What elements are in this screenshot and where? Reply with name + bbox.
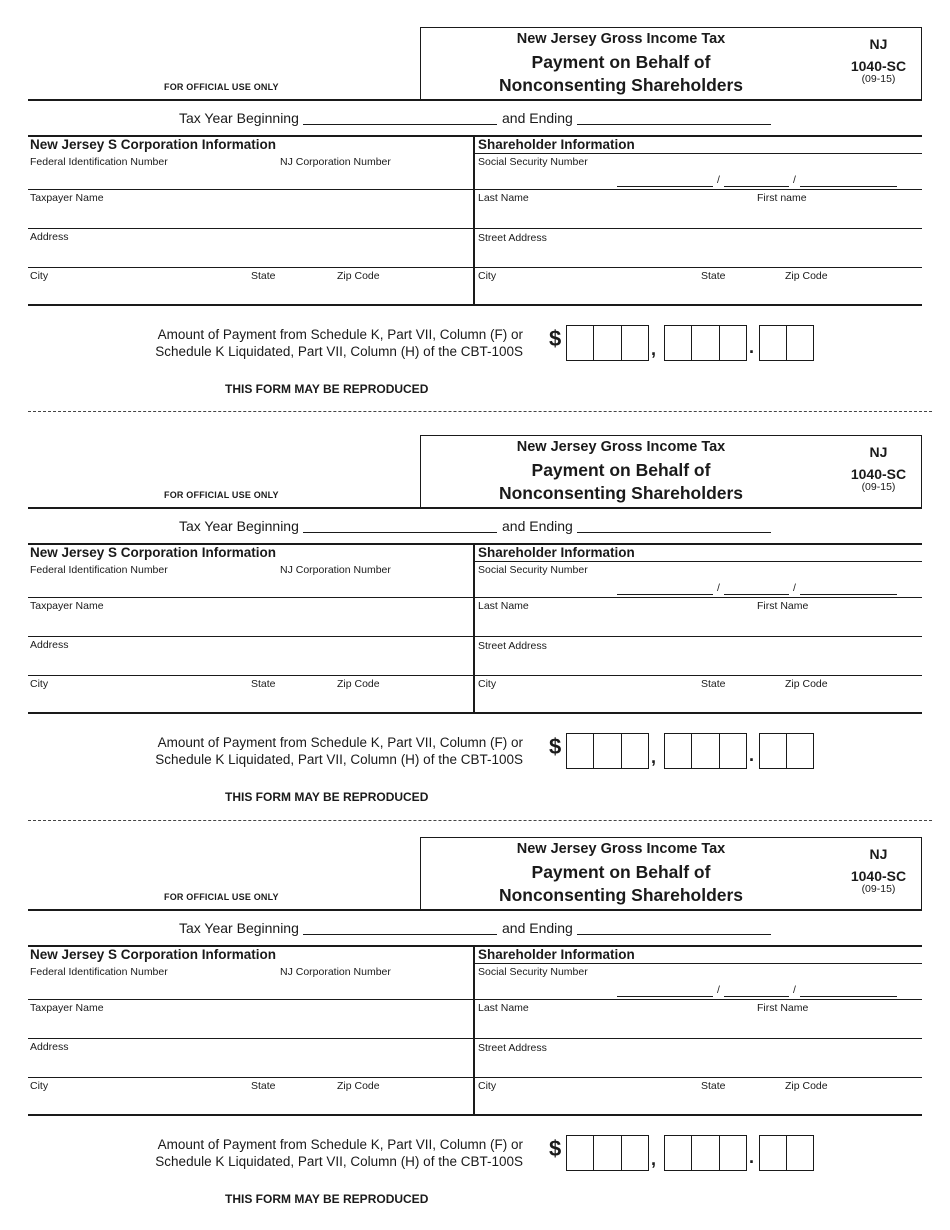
form-revision: (09-15)	[861, 73, 896, 85]
shareholder-section-heading: Shareholder Information	[478, 137, 635, 152]
amount-digit-box[interactable]	[567, 734, 593, 768]
amount-hundreds-boxes[interactable]	[664, 325, 747, 361]
nj-1040-sc-form	[0, 408, 950, 808]
corp-state-label: State	[251, 678, 276, 690]
taxpayer-name-label: Taxpayer Name	[30, 192, 104, 204]
ssn-part2-field[interactable]	[724, 996, 789, 997]
tax-year-ending-label: and Ending	[502, 518, 573, 534]
title-box-bottom	[420, 909, 922, 911]
reproduced-note: THIS FORM MAY BE REPRODUCED	[225, 790, 429, 804]
title-line3: Nonconsenting Shareholders	[498, 483, 744, 503]
official-use-underline	[28, 99, 420, 101]
tax-year-ending-label: and Ending	[502, 110, 573, 126]
amount-description-line2: Schedule K Liquidated, Part VII, Column (H) of the CBT-100S	[155, 1154, 523, 1169]
ssn-slash: /	[717, 582, 720, 594]
amount-digit-box[interactable]	[567, 1136, 593, 1170]
amount-comma: ,	[651, 1149, 657, 1169]
shareholder-state-label: State	[701, 270, 726, 282]
title-line2: Payment on Behalf of	[531, 862, 711, 882]
reproduced-note: THIS FORM MAY BE REPRODUCED	[225, 1192, 429, 1206]
federal-id-label: Federal Identification Number	[30, 564, 168, 576]
address-label: Address	[30, 639, 69, 651]
amount-digit-box[interactable]	[665, 326, 691, 360]
official-use-label: FOR OFFICIAL USE ONLY	[164, 82, 279, 92]
row-rule	[28, 597, 922, 598]
amount-cents-boxes[interactable]	[759, 1135, 814, 1171]
amount-digit-box[interactable]	[665, 1136, 691, 1170]
address-label: Address	[30, 231, 69, 243]
first-name-label: First Name	[757, 1002, 809, 1014]
amount-digit-box[interactable]	[691, 734, 718, 768]
title-box	[420, 27, 922, 100]
title-box	[420, 837, 922, 910]
ssn-label: Social Security Number	[478, 156, 588, 168]
title-line1: New Jersey Gross Income Tax	[516, 439, 726, 455]
nj-1040-sc-form	[0, 810, 950, 1210]
nj-corp-number-label: NJ Corporation Number	[280, 156, 391, 168]
title-line3: Nonconsenting Shareholders	[498, 885, 744, 905]
dollar-sign: $	[549, 326, 562, 351]
nj-1040-sc-form	[0, 0, 950, 400]
shareholder-state-label: State	[701, 678, 726, 690]
amount-description-line2: Schedule K Liquidated, Part VII, Column (H) of the CBT-100S	[155, 344, 523, 359]
ssn-part3-field[interactable]	[800, 186, 897, 187]
section-bottom-rule	[28, 712, 922, 714]
shareholder-city-label: City	[478, 1080, 497, 1092]
official-use-label: FOR OFFICIAL USE ONLY	[164, 490, 279, 500]
ssn-slash: /	[793, 174, 796, 186]
dollar-sign: $	[549, 1136, 562, 1161]
section-bottom-rule	[28, 1114, 922, 1116]
corp-section-heading: New Jersey S Corporation Information	[30, 137, 277, 152]
form-number: 1040-SC	[850, 58, 907, 74]
amount-description-line2: Schedule K Liquidated, Part VII, Column (H) of the CBT-100S	[155, 752, 523, 767]
row-rule	[28, 1038, 922, 1039]
corp-zip-label: Zip Code	[337, 678, 380, 690]
cut-line	[28, 820, 932, 821]
cut-line	[28, 411, 932, 412]
amount-thousands-boxes[interactable]	[566, 325, 649, 361]
state-code: NJ	[869, 846, 888, 862]
ssn-label: Social Security Number	[478, 966, 588, 978]
corp-zip-label: Zip Code	[337, 270, 380, 282]
row-rule	[28, 636, 922, 637]
title-box-bottom	[420, 507, 922, 509]
amount-digit-box[interactable]	[621, 734, 648, 768]
tax-year-ending-field[interactable]	[577, 532, 771, 533]
ssn-slash: /	[793, 582, 796, 594]
tax-year-ending-label: and Ending	[502, 920, 573, 936]
official-use-label: FOR OFFICIAL USE ONLY	[164, 892, 279, 902]
amount-hundreds-boxes[interactable]	[664, 733, 747, 769]
last-name-label: Last Name	[478, 1002, 529, 1014]
amount-thousands-boxes[interactable]	[566, 1135, 649, 1171]
shareholder-heading-rule	[474, 561, 922, 562]
amount-description-line1: Amount of Payment from Schedule K, Part VII, Column (F) or	[157, 1137, 523, 1152]
official-use-underline	[28, 507, 420, 509]
shareholder-zip-label: Zip Code	[785, 270, 828, 282]
amount-digit-box[interactable]	[593, 1136, 620, 1170]
amount-description-line1: Amount of Payment from Schedule K, Part VII, Column (F) or	[157, 735, 523, 750]
amount-digit-box[interactable]	[760, 326, 786, 360]
form-revision: (09-15)	[861, 481, 896, 493]
amount-digit-box[interactable]	[691, 1136, 718, 1170]
amount-digit-box[interactable]	[593, 734, 620, 768]
corp-city-label: City	[30, 1080, 49, 1092]
tax-year-beginning-label: Tax Year Beginning	[179, 110, 299, 126]
street-address-label: Street Address	[478, 1042, 547, 1054]
reproduced-note: THIS FORM MAY BE REPRODUCED	[225, 382, 429, 396]
section-divider	[473, 543, 475, 713]
street-address-label: Street Address	[478, 232, 547, 244]
shareholder-city-label: City	[478, 678, 497, 690]
row-rule	[28, 189, 922, 190]
amount-digit-box[interactable]	[691, 326, 718, 360]
amount-digit-box[interactable]	[567, 326, 593, 360]
taxpayer-name-label: Taxpayer Name	[30, 1002, 104, 1014]
amount-comma: ,	[651, 747, 657, 767]
section-divider	[473, 135, 475, 305]
ssn-part1-field[interactable]	[617, 594, 713, 595]
ssn-slash: /	[793, 984, 796, 996]
row-rule	[28, 675, 922, 676]
amount-digit-box[interactable]	[719, 326, 746, 360]
shareholder-heading-rule	[474, 153, 922, 154]
title-line2: Payment on Behalf of	[531, 52, 711, 72]
last-name-label: Last Name	[478, 600, 529, 612]
shareholder-section-heading: Shareholder Information	[478, 947, 635, 962]
address-label: Address	[30, 1041, 69, 1053]
shareholder-zip-label: Zip Code	[785, 1080, 828, 1092]
section-divider	[473, 945, 475, 1115]
corp-state-label: State	[251, 270, 276, 282]
amount-decimal-point: .	[749, 745, 755, 765]
tax-year-beginning-field[interactable]	[303, 532, 497, 533]
ssn-part2-field[interactable]	[724, 186, 789, 187]
amount-cents-boxes[interactable]	[759, 733, 814, 769]
state-code: NJ	[869, 444, 888, 460]
first-name-label: First Name	[757, 600, 809, 612]
row-rule	[28, 267, 922, 268]
tax-year-beginning-field[interactable]	[303, 124, 497, 125]
ssn-part1-field[interactable]	[617, 996, 713, 997]
title-line2: Payment on Behalf of	[531, 460, 711, 480]
ssn-part2-field[interactable]	[724, 594, 789, 595]
ssn-part3-field[interactable]	[800, 996, 897, 997]
row-rule	[28, 228, 922, 229]
amount-digit-box[interactable]	[786, 326, 813, 360]
corp-section-heading: New Jersey S Corporation Information	[30, 545, 277, 560]
amount-cents-boxes[interactable]	[759, 325, 814, 361]
corp-city-label: City	[30, 678, 49, 690]
amount-comma: ,	[651, 339, 657, 359]
shareholder-heading-rule	[474, 963, 922, 964]
title-line3: Nonconsenting Shareholders	[498, 75, 744, 95]
amount-digit-box[interactable]	[665, 734, 691, 768]
title-line1: New Jersey Gross Income Tax	[516, 841, 726, 857]
amount-thousands-boxes[interactable]	[566, 733, 649, 769]
nj-corp-number-label: NJ Corporation Number	[280, 564, 391, 576]
corp-zip-label: Zip Code	[337, 1080, 380, 1092]
ssn-slash: /	[717, 174, 720, 186]
form-number: 1040-SC	[850, 868, 907, 884]
amount-description-line1: Amount of Payment from Schedule K, Part VII, Column (F) or	[157, 327, 523, 342]
amount-digit-box[interactable]	[719, 1136, 746, 1170]
corp-state-label: State	[251, 1080, 276, 1092]
amount-digit-box[interactable]	[760, 734, 786, 768]
shareholder-section-heading: Shareholder Information	[478, 545, 635, 560]
ssn-part1-field[interactable]	[617, 186, 713, 187]
taxpayer-name-label: Taxpayer Name	[30, 600, 104, 612]
ssn-label: Social Security Number	[478, 564, 588, 576]
shareholder-zip-label: Zip Code	[785, 678, 828, 690]
row-rule	[28, 1077, 922, 1078]
official-use-underline	[28, 909, 420, 911]
amount-hundreds-boxes[interactable]	[664, 1135, 747, 1171]
federal-id-label: Federal Identification Number	[30, 966, 168, 978]
state-code: NJ	[869, 36, 888, 52]
shareholder-city-label: City	[478, 270, 497, 282]
corp-city-label: City	[30, 270, 49, 282]
tax-year-ending-field[interactable]	[577, 934, 771, 935]
street-address-label: Street Address	[478, 640, 547, 652]
nj-corp-number-label: NJ Corporation Number	[280, 966, 391, 978]
amount-digit-box[interactable]	[593, 326, 620, 360]
amount-decimal-point: .	[749, 337, 755, 357]
form-revision: (09-15)	[861, 883, 896, 895]
amount-digit-box[interactable]	[621, 326, 648, 360]
title-line1: New Jersey Gross Income Tax	[516, 31, 726, 47]
first-name-label: First name	[757, 192, 807, 204]
amount-digit-box[interactable]	[786, 1136, 813, 1170]
amount-digit-box[interactable]	[760, 1136, 786, 1170]
form-number: 1040-SC	[850, 466, 907, 482]
ssn-part3-field[interactable]	[800, 594, 897, 595]
title-box	[420, 435, 922, 508]
amount-digit-box[interactable]	[719, 734, 746, 768]
shareholder-state-label: State	[701, 1080, 726, 1092]
tax-year-beginning-label: Tax Year Beginning	[179, 518, 299, 534]
amount-digit-box[interactable]	[621, 1136, 648, 1170]
section-bottom-rule	[28, 304, 922, 306]
amount-decimal-point: .	[749, 1147, 755, 1167]
last-name-label: Last Name	[478, 192, 529, 204]
tax-year-beginning-field[interactable]	[303, 934, 497, 935]
federal-id-label: Federal Identification Number	[30, 156, 168, 168]
tax-year-beginning-label: Tax Year Beginning	[179, 920, 299, 936]
dollar-sign: $	[549, 734, 562, 759]
ssn-slash: /	[717, 984, 720, 996]
amount-digit-box[interactable]	[786, 734, 813, 768]
row-rule	[28, 999, 922, 1000]
title-box-bottom	[420, 99, 922, 101]
tax-year-ending-field[interactable]	[577, 124, 771, 125]
corp-section-heading: New Jersey S Corporation Information	[30, 947, 277, 962]
